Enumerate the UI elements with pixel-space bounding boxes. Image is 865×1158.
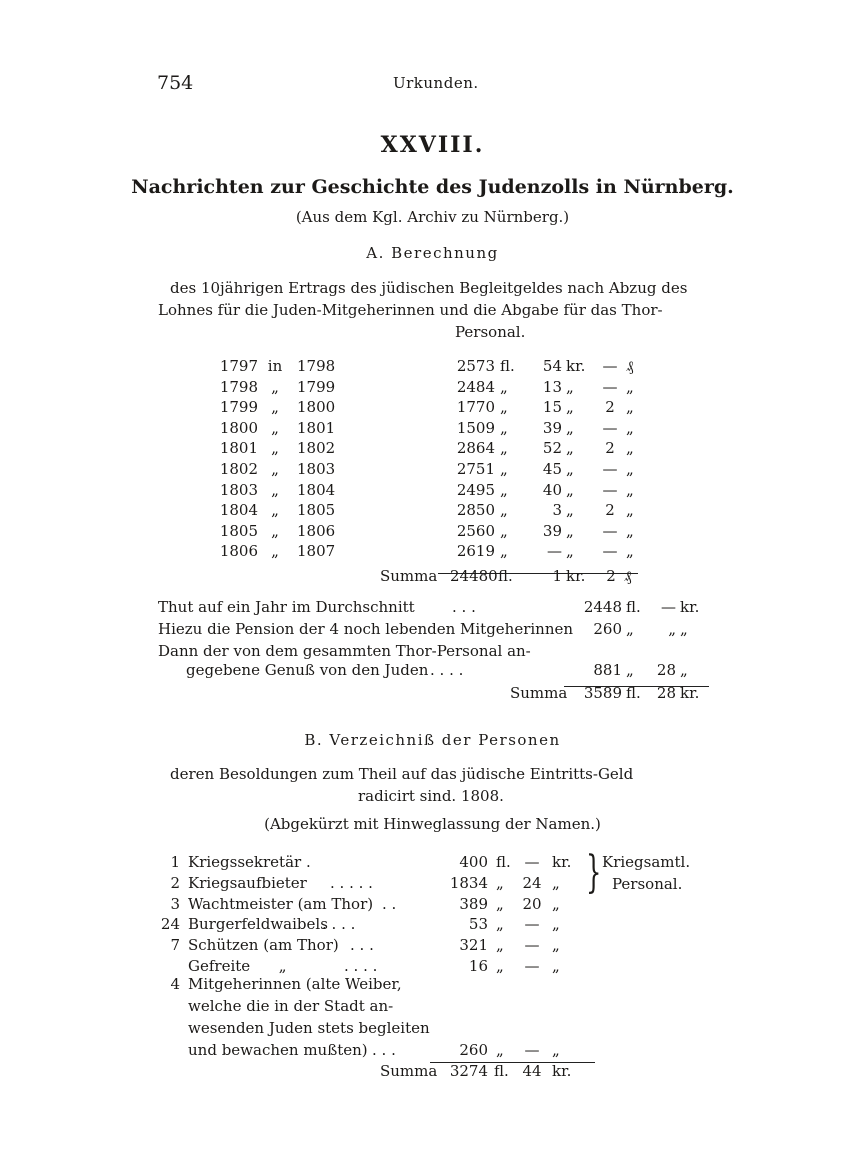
sum-fl-unit: fl. [494,1062,509,1080]
sum-fl: 24480 [450,567,498,585]
sum-pf-unit: ₰ [624,567,632,585]
row-kr-unit: kr. [552,853,572,871]
year-sep: „ [271,501,279,520]
calc-kr-unit: kr. [680,598,700,616]
total-kr-unit: kr. [680,684,700,702]
sum-fl-unit: fl. [498,567,513,585]
amount-pf-unit: „ [626,521,634,540]
amount-fl-unit: „ [500,501,508,520]
amount-pf-unit: „ [626,398,634,417]
row-role: Kriegsaufbieter [188,873,307,892]
brace-label-line: Kriegsamtl. [602,853,691,871]
amount-pf: — [602,357,618,375]
sum-kr: 1 [552,567,562,585]
row-fl: 321 [459,936,488,955]
section-a-intro-line: Lohnes für die Juden-Mitgeherinnen und die Abgabe für das Thor- [158,301,663,319]
row-kr: — [524,1041,540,1059]
amount-pf: 2 [605,398,615,417]
amount-pf: — [602,377,618,396]
running-head: Urkunden. [393,74,479,92]
year-sep: „ [271,439,279,458]
year-from: 1801 [219,439,258,458]
amount-kr-unit: „ [566,501,574,520]
row-role: Kriegssekretär [188,853,302,871]
section-a-heading: A. Berechnung [366,244,499,262]
total-kr: 28 [656,684,676,702]
amount-kr: 39 [542,418,562,437]
row-kr-unit: „ [552,957,560,975]
row-kr-unit: „ [552,915,560,934]
row-count: 1 [170,853,180,871]
row-role: Wachtmeister (am Thor) [188,894,374,913]
year-sep: „ [271,398,279,417]
amount-kr-unit: kr. [566,357,586,375]
year-from: 1798 [219,377,258,396]
year-sep: „ [271,521,279,540]
amount-fl-unit: „ [500,542,508,561]
calc-kr: — [661,598,676,616]
amount-fl: 1509 [456,418,495,437]
row-dots: . . [382,894,397,913]
amount-fl-unit: „ [500,521,508,540]
calc-fl: 881 [593,661,622,679]
amount-fl-unit: fl. [500,357,515,375]
year-to: 1801 [297,418,336,437]
row-kr: — [524,957,540,975]
amount-pf-unit: ₰ [626,357,634,375]
row-dots: . . . [372,1041,396,1059]
amount-fl: 2850 [456,501,495,520]
amount-pf-unit: „ [626,501,634,520]
row-kr-unit: „ [552,936,560,955]
year-from: 1804 [219,501,258,520]
calc-kr-unit: „ [680,661,688,679]
calc-kr-unit: „ [680,620,688,638]
amount-fl-unit: „ [500,460,508,478]
amount-pf-unit: „ [626,542,634,561]
year-from: 1806 [219,542,258,561]
entry-line: und bewachen mußten) [188,1041,368,1059]
amount-kr: 13 [542,377,562,396]
amount-pf: 2 [605,439,615,458]
amount-kr-unit: „ [566,377,574,396]
calc-fl-unit: „ [626,620,634,638]
row-dots: . [306,853,311,871]
amount-kr-unit: „ [566,460,574,478]
document-number: XXVIII. [380,132,485,158]
year-sep: „ [271,542,279,561]
row-count: 3 [170,894,180,913]
amount-kr-unit: „ [566,439,574,458]
row-role: Burgerfeldwaibels [188,915,328,934]
total-fl: 3589 [583,684,622,702]
year-to: 1804 [297,480,336,499]
sum-label: Summa [380,1062,438,1080]
row-kr-unit: „ [552,1041,560,1059]
calc-label: Dann der von dem gesammten Thor-Personal an- [158,642,531,660]
year-sep: „ [271,480,279,499]
row-fl-unit: „ [496,873,504,892]
year-from: 1803 [219,480,258,499]
amount-pf: — [602,542,618,561]
entry-line: Mitgeherinnen (alte Weiber, [188,975,402,993]
year-to: 1805 [297,501,336,520]
year-from: 1799 [219,398,258,417]
calc-dots: . . . . [430,661,464,679]
amount-pf: — [602,521,618,540]
row-fl: 16 [468,957,488,975]
section-b-heading: B. Verzeichniß der Personen [304,731,561,749]
amount-pf-unit: „ [626,460,634,478]
sum-label: Summa [380,567,438,585]
amount-kr: 40 [542,480,562,499]
amount-pf-unit: „ [626,418,634,437]
row-fl: 389 [459,894,488,913]
row-role: Gefreite „ [188,957,287,975]
sum-fl: 3274 [449,1062,488,1080]
amount-kr: 45 [542,460,562,478]
amount-kr: — [547,542,562,561]
amount-kr: 54 [542,357,562,375]
row-fl-unit: fl. [496,853,511,871]
row-dots: . . . . [322,915,356,934]
calc-label: Thut auf ein Jahr im Durchschnitt [158,598,415,616]
row-role: Schützen (am Thor) [188,936,339,955]
amount-kr-unit: „ [566,398,574,417]
amount-fl: 2864 [456,439,495,458]
year-sep: in [267,357,283,375]
row-kr: 20 [522,894,542,913]
row-fl-unit: „ [496,936,504,955]
section-b-intro-line: radicirt sind. 1808. [358,787,504,805]
amount-fl: 2560 [456,521,495,540]
row-dots: . . . . . [330,873,373,892]
year-sep: „ [271,418,279,437]
calc-fl: 2448 [583,598,622,616]
page-number: 754 [157,72,194,94]
amount-kr-unit: „ [566,418,574,437]
row-fl: 400 [459,853,488,871]
amount-fl: 2495 [456,480,495,499]
year-to: 1802 [297,439,336,458]
section-b-note: (Abgekürzt mit Hinweglassung der Namen.) [264,815,601,833]
amount-fl: 2484 [456,377,495,396]
year-from: 1800 [219,418,258,437]
amount-pf-unit: „ [626,439,634,458]
amount-fl: 2573 [456,357,495,375]
row-kr: — [524,853,540,871]
brace: } [586,847,602,898]
calc-fl: 260 [593,620,622,638]
row-count: 2 [170,873,180,892]
calc-fl-unit: „ [626,661,634,679]
year-sep: „ [271,460,279,478]
amount-fl: 2619 [456,542,495,561]
row-fl-unit: „ [496,1041,504,1059]
calc-label: Hiezu die Pension der 4 noch lebenden Mitgeherinnen [158,620,574,638]
amount-fl-unit: „ [500,398,508,417]
row-fl-unit: „ [496,915,504,934]
section-a-intro-line: des 10jährigen Ertrags des jüdischen Begleitgeldes nach Abzug des [170,279,688,297]
brace-label-line: Personal. [612,875,683,893]
calc-label: gegebene Genuß von den Juden [186,661,429,679]
row-fl-unit: „ [496,957,504,975]
amount-kr-unit: „ [566,521,574,540]
year-sep: „ [271,377,279,396]
amount-kr: 52 [542,439,562,458]
document-source: (Aus dem Kgl. Archiv zu Nürnberg.) [295,208,570,226]
amount-fl-unit: „ [500,418,508,437]
row-dots: . . . . [344,957,378,975]
amount-pf: — [602,480,618,499]
row-kr: 24 [522,873,542,892]
row-fl: 260 [459,1041,488,1059]
amount-fl: 2751 [456,460,495,478]
amount-pf-unit: „ [626,480,634,499]
year-to: 1799 [297,377,336,396]
row-kr: — [524,915,540,934]
year-to: 1807 [297,542,336,561]
amount-pf: — [602,460,618,478]
section-a-intro-line: Personal. [455,323,526,341]
amount-fl-unit: „ [500,439,508,458]
amount-pf: 2 [605,501,615,520]
amount-kr: 15 [542,398,562,417]
amount-kr-unit: „ [566,480,574,499]
calc-kr: „ [668,620,676,638]
row-count: 4 [170,975,180,993]
amount-kr: 39 [542,521,562,540]
section-b-intro-line: deren Besoldungen zum Theil auf das jüdische Eintritts-Geld [170,765,634,783]
year-from: 1802 [219,460,258,478]
amount-kr-unit: „ [566,542,574,561]
sum-kr: 44 [522,1062,542,1080]
amount-pf: — [602,418,618,437]
amount-fl: 1770 [456,398,495,417]
total-label: Summa [510,684,568,702]
document-title: Nachrichten zur Geschichte des Judenzolls in Nürnberg. [131,176,734,198]
year-to: 1800 [297,398,336,417]
row-count: 7 [170,936,180,955]
year-to: 1803 [297,460,336,478]
year-from: 1805 [219,521,258,540]
row-kr: — [524,936,540,955]
calc-dots: . . . [452,598,476,616]
row-fl: 1834 [449,873,488,892]
amount-fl-unit: „ [500,377,508,396]
sum-pf: 2 [606,567,616,585]
row-fl: 53 [468,915,488,934]
amount-pf-unit: „ [626,377,634,396]
sum-kr-unit: kr. [566,567,586,585]
entry-line: wesenden Juden stets begleiten [188,1019,430,1037]
amount-fl-unit: „ [500,480,508,499]
year-to: 1806 [297,521,336,540]
sum-kr-unit: kr. [552,1062,572,1080]
amount-kr: 3 [552,501,562,520]
year-from: 1797 [219,357,258,375]
entry-line: welche die in der Stadt an- [188,997,394,1015]
row-dots: . . . [350,936,374,955]
calc-kr: 28 [656,661,676,679]
calc-fl-unit: fl. [626,598,641,616]
row-kr-unit: „ [552,894,560,913]
year-to: 1798 [297,357,336,375]
row-fl-unit: „ [496,894,504,913]
row-kr-unit: „ [552,873,560,892]
row-count: 24 [160,915,180,934]
total-fl-unit: fl. [626,684,641,702]
